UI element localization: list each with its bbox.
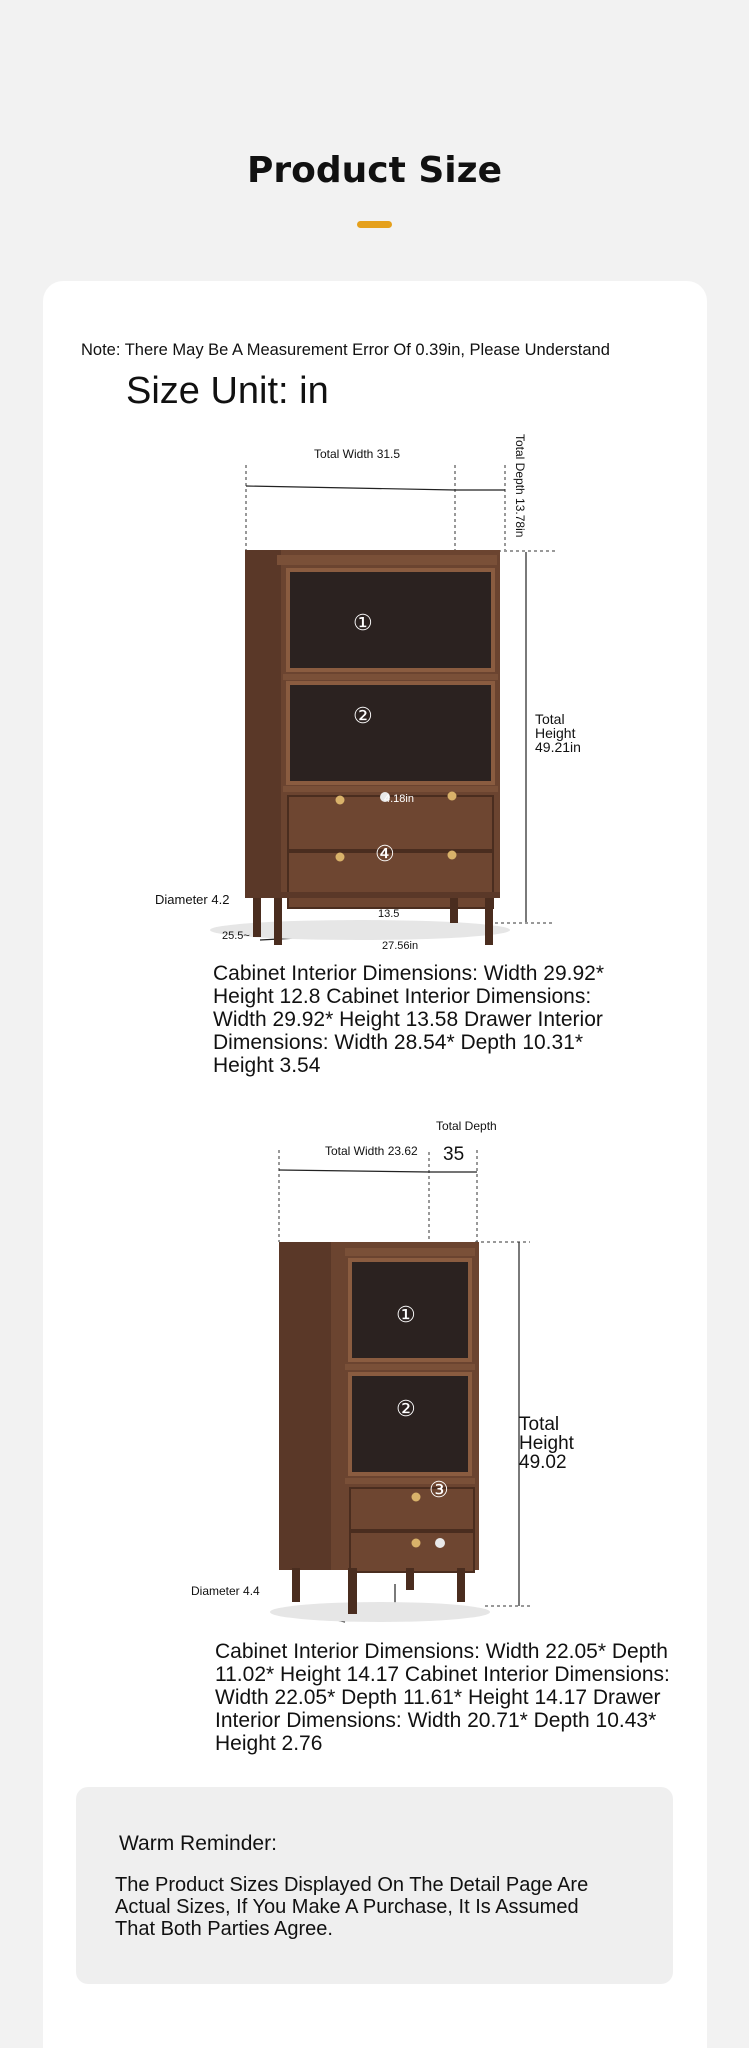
total-depth-label: Total Depth (436, 1119, 497, 1133)
drawer-knob-l2 (336, 853, 345, 862)
product-1-interior-dimensions: Cabinet Interior Dimensions: Width 29.92* Height 12.8 Cabinet Interior Dimensions: Width 29.92* Height 13.58 Drawer Interior Dimensions: Width 28.54* Depth 10.31* Height 3.54 (213, 962, 605, 1077)
warm-reminder-title: Warm Reminder: (119, 1832, 277, 1855)
total-height-line-2: Height (535, 725, 576, 741)
glass-door-1 (288, 570, 493, 670)
diameter-label: Diameter 4.4 (191, 1584, 260, 1598)
drawer-knob-3 (435, 1538, 445, 1548)
total-height-line-2: Height (519, 1433, 574, 1454)
drawer-knob-1 (412, 1493, 421, 1502)
warm-reminder-text: The Product Sizes Displayed On The Detail Page Are Actual Sizes, If You Make A Purchase, It Is Assumed That Both Parties Agree. (115, 1874, 589, 1940)
title-accent-bar (357, 221, 392, 228)
total-width-label: Total Width 23.62 (325, 1144, 418, 1158)
inner-depth-label: 13.5 (378, 908, 400, 920)
depth-value-label: 35 (443, 1144, 465, 1165)
drawer-knob-r1 (448, 792, 457, 801)
glass-door-2 (288, 683, 493, 783)
leg-depth-label: 25.5~ (222, 930, 250, 942)
marker-4: ④ (375, 841, 395, 866)
drawer-2 (350, 1532, 474, 1572)
measurement-note: Note: There May Be A Measurement Error Of 0.39in, Please Understand (81, 341, 610, 359)
diameter-label: Diameter 4.2 (155, 892, 230, 907)
page-title: Product Size (247, 150, 502, 191)
drawer-knob-2 (412, 1539, 421, 1548)
marker-2: ② (396, 1396, 416, 1421)
drawer-knob-l1 (336, 796, 345, 805)
total-height-line-3: 49.21in (535, 739, 581, 755)
product-2-diagram (185, 1112, 585, 1632)
size-unit-heading: Size Unit: in (126, 370, 329, 412)
drawer-height-label: 4.18in (384, 793, 414, 805)
bottom-width-label: 27.56in (382, 940, 419, 952)
marker-2: ② (353, 703, 373, 728)
marker-1: ① (353, 610, 373, 635)
total-height-line-3: 49.02 (519, 1452, 567, 1473)
total-height-line-1: Total (535, 711, 565, 727)
total-width-label: Total Width 31.5 (314, 447, 401, 461)
total-depth-label: Total Depth 13.78in (513, 434, 527, 538)
product-1-diagram (150, 430, 581, 960)
marker-3: ③ (429, 1477, 449, 1502)
total-height-line-1: Total (519, 1414, 560, 1435)
product-2-interior-dimensions: Cabinet Interior Dimensions: Width 22.05* Depth 11.02* Height 14.17 Cabinet Interior Dimensions: Width 22.05* Depth 11.61* Height 14.17 Drawer Interior Dimensions: Width 20.71* Depth 10.43* Height 2.76 (215, 1640, 670, 1755)
glass-door-2 (350, 1374, 470, 1474)
drawer-knob-r2 (448, 851, 457, 860)
drawer-1 (350, 1488, 474, 1530)
marker-1: ① (396, 1302, 416, 1327)
